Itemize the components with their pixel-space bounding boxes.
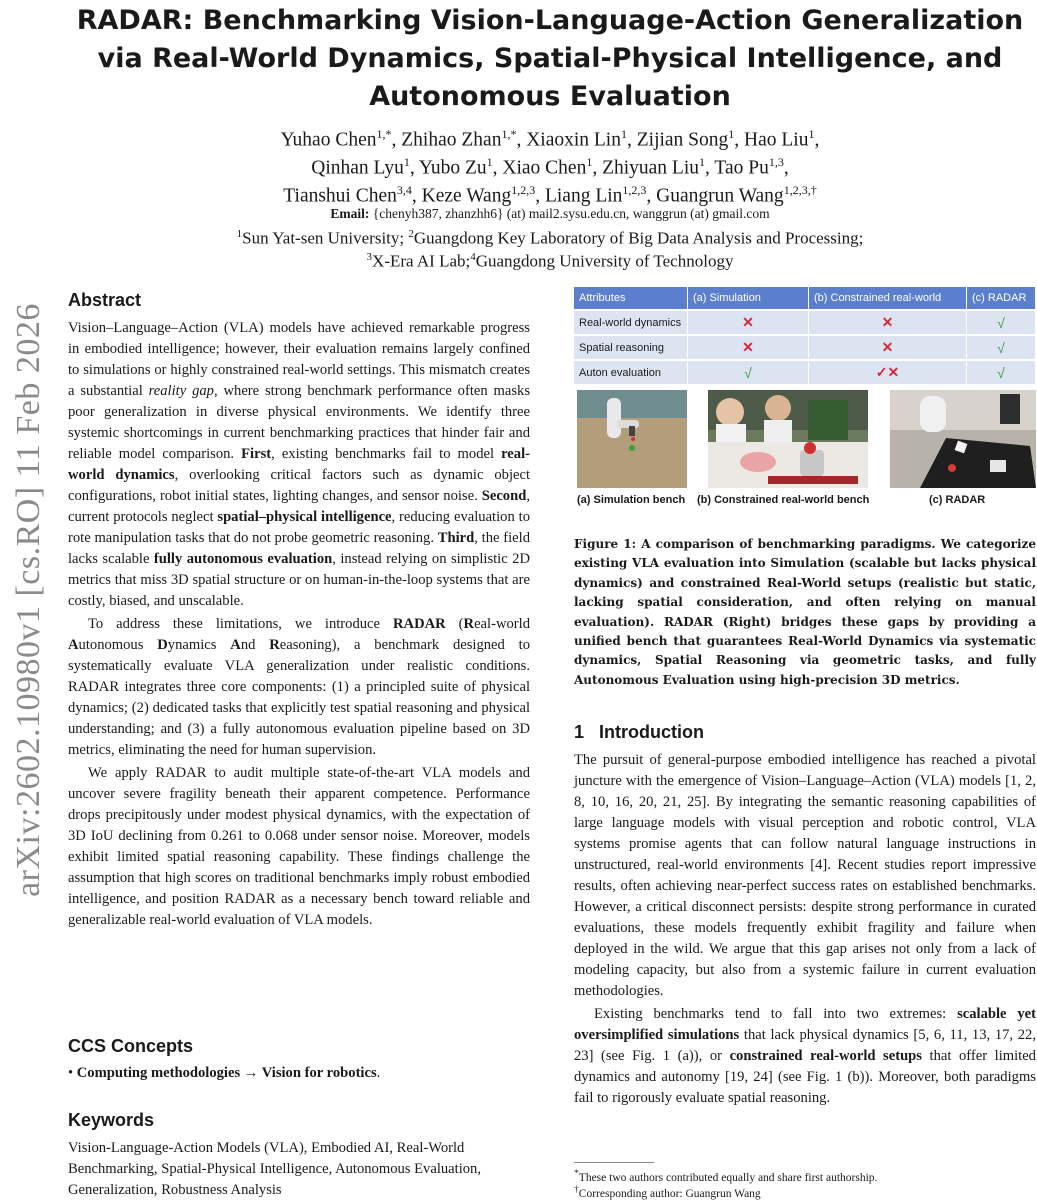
- affiliation-line-2: $^3$X-Era AI Lab;$^4$Guangdong University of Technology: [366, 251, 734, 271]
- subfigure-label-a: (a) Simulation bench: [577, 494, 686, 506]
- abstract-heading: Abstract: [68, 290, 142, 310]
- caption-label: Figure 1:: [574, 537, 637, 551]
- keywords-heading: Keywords: [68, 1110, 155, 1130]
- table-cell: Real-world dynamics: [574, 310, 688, 335]
- author-line-3: Tianshui Chen$^{3,4}$, Keze Wang$^{1,2,3}$, Liang Lin$^{1,2,3}$, Guangrun Wang$^{1,2,3,\dagger}$: [283, 183, 817, 207]
- abstract-body: [68, 318, 530, 931]
- comparison-table-wrapper: [574, 287, 1036, 384]
- table-header: Attributes: [574, 287, 688, 310]
- cross-icon: ✕: [688, 335, 809, 360]
- table-header: (c) RADAR: [967, 287, 1036, 310]
- table-row: [574, 335, 1036, 360]
- section-number: 1: [574, 722, 585, 742]
- caption-text: A comparison of benchmarking paradigms. We categorize existing VLA evaluation into Simulation (scalable but lacks physical dynamics) and constrained Real-World setups (realistic but static, lacking spatial consideration, and often relying on manual evaluation). RADAR (Right) bridges these gaps by providing a unified bench that guarantees Real-World Dynamics via systematic dynamics, Spatial Reasoning via geometric tasks, and fully Autonomous Evaluation using high-precision 3D metrics.: [574, 537, 1036, 687]
- email-label: Email:: [330, 206, 370, 221]
- email-line: [60, 206, 1037, 222]
- table-header: (b) Constrained real-world: [809, 287, 967, 310]
- subfigure-label-b: (b) Constrained real-world bench: [697, 494, 870, 506]
- intro-paragraph-1: The pursuit of general-purpose embodied intelligence has reached a pivotal juncture with the emergence of Vision–Language–Action (VLA) models [1, 2, 8, 10, 16, 20, 21, 25]. By integrating the semantic reasoning capabilities of large language models with visual perception and robotic control, VLA systems promise agents that can follow natural language instructions in unstructured, real-world environments [4]. Recent studies report impressive results, often achieving near-perfect success rates on established benchmarks. However, a critical disconnect persists: despite strong performance in curated evaluations, these models frequently exhibit fragility and failure when deployed in the wild. We argue that this gap arises not only from a lack of modeling capacity, but also from a systemic failure in current evaluation methodologies.: [574, 752, 1036, 999]
- check-cross-icon: ✓✕: [809, 360, 967, 384]
- table-cell: Spatial reasoning: [574, 335, 688, 360]
- abstract-paragraph-1: Vision–Language–Action (VLA) models have achieved remarkable progress in embodied intelligence; however, their evaluation remains largely confined to simulations or highly constrained real-world settings. This mismatch creates a substantial reality gap, where strong benchmark performance often masks poor generalization in diverse physical environments. We identify three systemic shortcomings in current benchmarking practices that hinder fair and reliable model comparison. First, existing benchmarks fail to model real-world dynamics, overlooking critical factors such as dynamic object configurations, robot initial states, lighting changes, and sensor noise. Second, current protocols neglect spatial–physical intelligence, reducing evaluation to rote manipulation tasks that do not probe geometric reasoning. Third, the field lacks scalable fully autonomous evaluation, instead relying on simplistic 2D metrics that miss 3D spatial structure or on human-in-the-loop systems that are costly, biased, and unscalable.: [68, 320, 531, 609]
- cross-icon: ✕: [688, 310, 809, 335]
- intro-paragraph-2: Existing benchmarks tend to fall into two extremes: scalable yet oversimplified simulations that lack physical dynamics [5, 6, 11, 13, 17, 22, 23] (see Fig. 1 (a)), or constrained real-world setups that offer limited dynamics and autonomy [19, 24] (see Fig. 1 (b)). Moreover, both paradigms fail to rigorously evaluate spatial reasoning.: [574, 1006, 1037, 1106]
- affiliation-line-1: $^1$Sun Yat-sen University; $^2$Guangdong Key Laboratory of Big Data Analysis and Processing;: [236, 228, 864, 248]
- constrained-real-world-image: [708, 390, 868, 488]
- check-icon: √: [967, 335, 1036, 360]
- author-line-1: Yuhao Chen$^{1,*}$, Zhihao Zhan$^{1,*}$, Xiaoxin Lin$^1$, Zijian Song$^1$, Hao Liu$^1$,: [280, 127, 820, 151]
- table-row: [574, 360, 1036, 384]
- radar-bench-image: [890, 390, 1036, 488]
- footnote-1: *These two authors contributed equally and share first authorship.: [574, 1168, 878, 1184]
- paper-title: RADAR: Benchmarking Vision-Language-Action Generalization via Real-World Dynamics, Spatial-Physical Intelligence, and Autonomous Evaluation: [76, 5, 1024, 112]
- email-text: {chenyh387, zhanzhh6} (at) mail2.sysu.edu.cn, wanggrun (at) gmail.com: [372, 206, 770, 221]
- keywords-text: Vision-Language-Action Models (VLA), Embodied AI, Real-World Benchmarking, Spatial-Physical Intelligence, Autonomous Evaluation, Generalization, Robustness Analysis: [68, 1140, 481, 1198]
- table-cell: Auton evaluation: [574, 360, 688, 384]
- check-icon: √: [967, 360, 1036, 384]
- comparison-table: [574, 287, 1036, 384]
- cross-icon: ✕: [809, 335, 967, 360]
- footnote-rule: [574, 1162, 654, 1163]
- arxiv-stamp: arXiv:2602.10980v1 [cs.RO] 11 Feb 2026: [10, 303, 47, 897]
- cross-icon: ✕: [809, 310, 967, 335]
- table-row: [574, 310, 1036, 335]
- ccs-item: • Computing methodologies → Vision for robotics.: [68, 1065, 381, 1081]
- footnote-2: †Corresponding author: Guangrun Wang: [574, 1184, 761, 1200]
- subfigure-label-c: (c) RADAR: [929, 494, 986, 506]
- abstract-paragraph-3: We apply RADAR to audit multiple state-of-the-art VLA models and uncover severe fragility beneath their apparent competence. Performance drops precipitously under modest physical dynamics, with the expectation of 3D IoU declining from 0.261 to 0.068 under sensor noise. Moreover, models exhibit limited spatial reasoning capability. These findings challenge the assumption that high scores on traditional benchmarks imply robust embodied intelligence, and position RADAR as a necessary bench toward reliable and generalizable real-world evaluation of VLA models.: [68, 765, 530, 928]
- section-title: Introduction: [599, 722, 705, 742]
- introduction-heading: [574, 722, 704, 743]
- ccs-heading: CCS Concepts: [68, 1036, 194, 1056]
- check-icon: √: [688, 360, 809, 384]
- table-header-row: [574, 287, 1036, 310]
- abstract-paragraph-2: To address these limitations, we introduce RADAR (Real-world Autonomous Dynamics And Reasoning), a benchmark designed to systematically evaluate VLA generalization under realistic conditions. RADAR integrates three core components: (1) a principled suite of physical dynamics; (2) dedicated tasks that explicitly test spatial reasoning and physical understanding; and (3) a fully autonomous evaluation pipeline based on 3D metrics, eliminating the need for human supervision.: [68, 616, 531, 758]
- introduction-body: [574, 750, 1036, 1109]
- simulation-bench-image: [577, 390, 687, 488]
- table-header: (a) Simulation: [688, 287, 809, 310]
- author-line-2: Qinhan Lyu$^1$, Yubo Zu$^1$, Xiao Chen$^1$, Zhiyuan Liu$^1$, Tao Pu$^{1,3}$,: [311, 155, 789, 179]
- figure-caption: [574, 535, 1036, 690]
- check-icon: √: [967, 310, 1036, 335]
